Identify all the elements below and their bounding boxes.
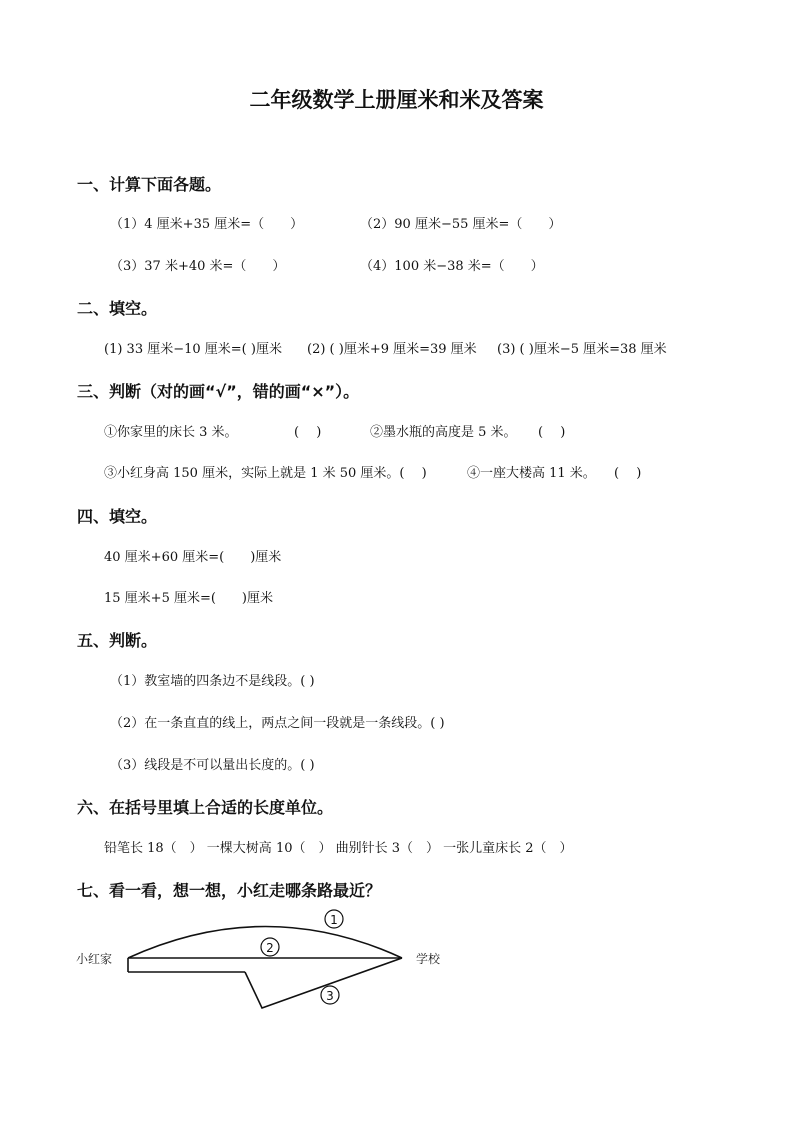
section-2-heading: 二、填空。 [77, 299, 158, 318]
section-5-heading: 五、判断。 [77, 631, 158, 650]
s6-question-line: 铅笔长 18（ ） 一棵大树高 10（ ） 曲别针长 3（ ） 一张儿童床长 2（ ） [104, 841, 573, 856]
s1-question-3: （3）37 米+40 米=（ ） [110, 259, 286, 274]
section-6-heading: 六、在括号里填上合适的长度单位。 [77, 798, 334, 817]
s3-question-1: ①你家里的床长 3 米。 [104, 425, 238, 440]
s3-question-2: ②墨水瓶的高度是 5 米。 [370, 425, 517, 440]
page-title: 二年级数学上册厘米和米及答案 [249, 88, 544, 112]
end-label-school: 学校 [416, 952, 441, 966]
s2-question-3: (3) ( )厘米−5 厘米=38 厘米 [497, 342, 667, 357]
route-1-marker [325, 910, 343, 928]
section-1-heading: 一、计算下面各题。 [77, 175, 222, 194]
s3-question-3: ③小红身高 150 厘米，实际上就是 1 米 50 厘米。( ) [104, 466, 427, 481]
s4-question-2: 15 厘米+5 厘米=( )厘米 [104, 591, 274, 606]
s3-question-4: ④一座大楼高 11 米。 [467, 466, 596, 481]
route-3-marker [321, 986, 339, 1004]
route-2-marker [261, 938, 279, 956]
s1-question-2: （2）90 厘米−55 厘米=（ ） [360, 217, 562, 232]
s2-question-1: (1) 33 厘米−10 厘米=( )厘米 [104, 342, 282, 357]
s3-question-1-blank: ( ) [294, 425, 322, 440]
s5-question-1: （1）教室墙的四条边不是线段。( ) [110, 674, 315, 689]
route-1-number: 1 [330, 913, 338, 927]
section-4-heading: 四、填空。 [77, 507, 158, 526]
s3-question-4-blank: ( ) [614, 466, 642, 481]
route-diagram [70, 900, 470, 1012]
s5-question-2: （2）在一条直直的线上，两点之间一段就是一条线段。( ) [110, 716, 445, 731]
s3-question-2-blank: ( ) [538, 425, 566, 440]
start-label-xiaohong-home: 小红家 [76, 952, 113, 966]
s5-question-3: （3）线段是不可以量出长度的。( ) [110, 758, 315, 773]
section-7-heading: 七、看一看，想一想，小红走哪条路最近？ [77, 881, 382, 900]
s4-question-1: 40 厘米+60 厘米=( )厘米 [104, 550, 282, 565]
section-3-heading: 三、判断（对的画“√”，错的画“×”）。 [77, 382, 360, 401]
route-2-number: 2 [266, 941, 274, 955]
s1-question-1: （1）4 厘米+35 厘米=（ ） [110, 217, 304, 232]
s2-question-2: (2) ( )厘米+9 厘米=39 厘米 [307, 342, 477, 357]
s1-question-4: （4）100 米−38 米=（ ） [360, 259, 544, 274]
route-3-number: 3 [326, 989, 334, 1003]
